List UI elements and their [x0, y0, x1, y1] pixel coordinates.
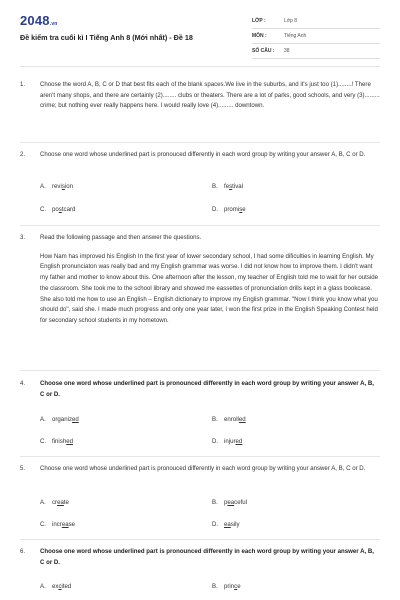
- question-number: 1.: [20, 81, 26, 88]
- logo-main: 2048: [20, 13, 50, 28]
- question-2: [20, 150, 380, 161]
- question-3: [20, 233, 380, 327]
- question-4: [20, 379, 380, 400]
- logo-suffix: .vn: [49, 21, 58, 27]
- option-c[interactable]: C. postcard: [40, 206, 76, 213]
- question-number: 5.: [20, 465, 26, 472]
- question-text: Choose one word whose underlined part is pronounced differently in each word group by writing your answer A, B, C or D.: [40, 548, 374, 566]
- option-a[interactable]: A. excited: [40, 583, 72, 590]
- question-number: 2.: [20, 151, 26, 158]
- question-number: 3.: [20, 234, 26, 241]
- question-6: [20, 547, 380, 568]
- option-b[interactable]: B. peaceful: [212, 499, 248, 506]
- option-b[interactable]: B. enrolled: [212, 416, 246, 423]
- option-a[interactable]: A. organized: [40, 416, 79, 423]
- question-text: Choose one word whose underlined part is pronouced differently in each word group by writing your answer A, B, C or D.: [40, 465, 366, 472]
- meta-class: LỚP : Lớp 8: [252, 14, 380, 29]
- question-number: 4.: [20, 380, 26, 387]
- page-header: [0, 0, 400, 68]
- divider: [20, 456, 380, 457]
- divider: [20, 370, 380, 371]
- option-d[interactable]: D. easily: [212, 521, 240, 528]
- question-text: Choose one word whose underlined part is pronounced differently in each word group by writing your answer A, B, C or D.: [40, 380, 374, 398]
- option-a[interactable]: A. revision: [40, 183, 74, 190]
- option-d[interactable]: D. promise: [212, 206, 246, 213]
- reading-passage: How Nam has improved his English In the first year of lower secondary school, I had some dificulties in learning English. My English pronunciaton was really bad and my English grammar was worse. I did not know how to improve them. I didn't want my father and mother to know about this. One afternoon after the lesson, my teacher of English told me to wait for her outside the classroom. She took me to the school library and showed me eassettes of pronunciation drills kept in a glass bookcase. She also told me how to use an English – English dictionary to improve my English grammar. "Now I think you know what you should do", said she. I made much progress and only one year later, I won the first prize in the English Speaking Contest held for secondary school students in my hometown.: [40, 252, 379, 324]
- exam-meta: [252, 14, 380, 59]
- divider: [20, 539, 380, 540]
- question-5: [20, 464, 380, 475]
- option-c[interactable]: C. increase: [40, 521, 76, 528]
- question-text: Choose the word A, B, C or D that best fits each of the blank spaces.We live in the suburbs, and it's just too (1)........! There aren't many shops, and there are certainly (2)........ clubs or theaters. There are a lot of parks, good schools, and very (3)......... crime; but nothing ever really happens here. I would really love (4)......... downtown.: [40, 81, 380, 110]
- divider: [20, 225, 380, 226]
- question-1: [20, 80, 380, 112]
- option-a[interactable]: A. create: [40, 499, 69, 506]
- option-b[interactable]: B. prince: [212, 583, 241, 590]
- header-divider: [20, 66, 380, 67]
- question-text: Read the following passage and then answer the questions.: [40, 234, 202, 241]
- option-d[interactable]: D. injured: [212, 438, 243, 445]
- option-b[interactable]: B. festival: [212, 183, 243, 190]
- meta-count: SỐ CÂU : 38: [252, 44, 380, 59]
- page-title: Đề kiểm tra cuối kì I Tiếng Anh 8 (Mới nhất) - Đề 18: [20, 33, 193, 42]
- divider: [20, 142, 380, 143]
- question-number: 6.: [20, 548, 26, 555]
- question-text: Choose one word whose underlined part is pronouced differently in each word group by writing your answer A, B, C or D.: [40, 151, 366, 158]
- option-c[interactable]: C. finished: [40, 438, 74, 445]
- site-logo[interactable]: [20, 13, 58, 28]
- meta-subject: MÔN : Tiếng Anh: [252, 29, 380, 44]
